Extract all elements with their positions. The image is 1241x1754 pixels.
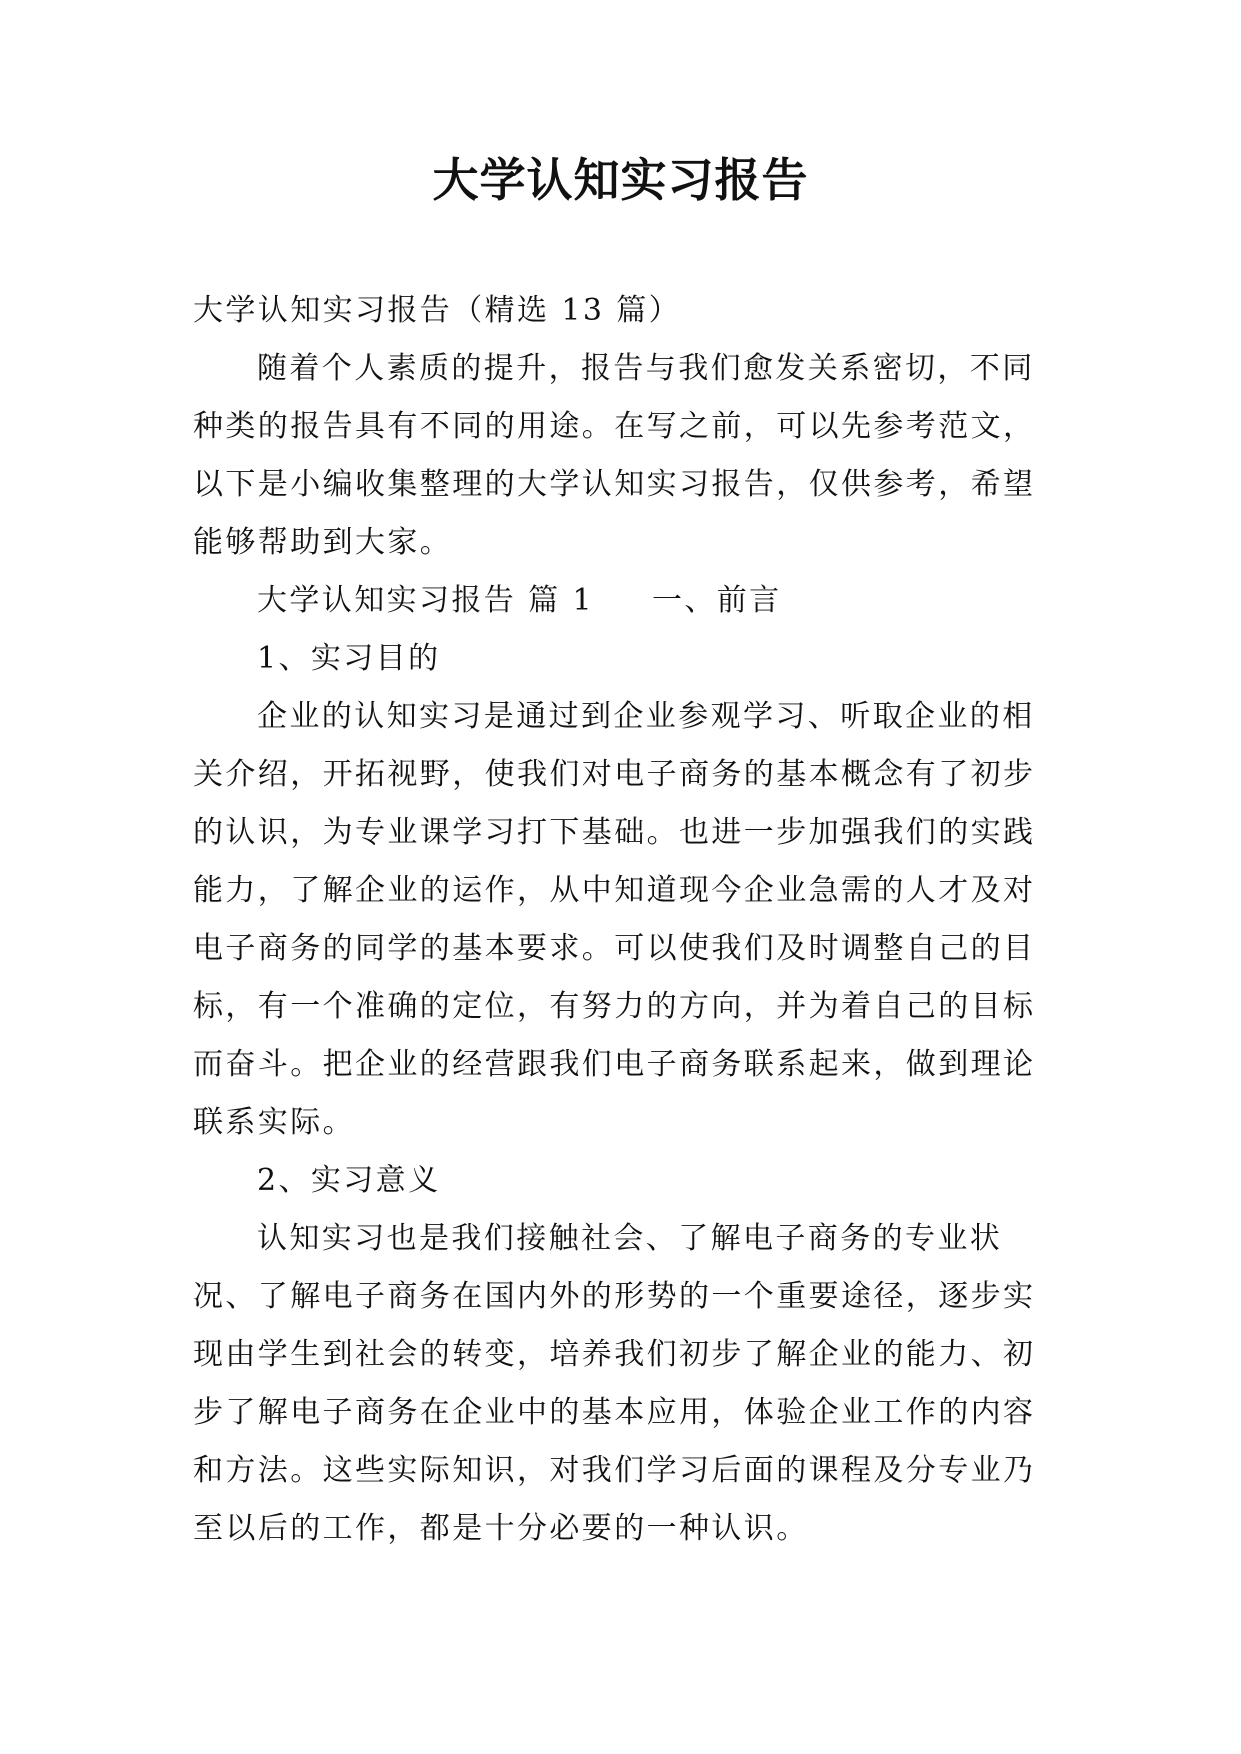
section-heading-line	[193, 572, 1053, 630]
document-subtitle: 大学认知实习报告（精选 13 篇）	[193, 293, 682, 328]
item1-heading: 1、实习目的	[257, 641, 441, 676]
section-preface: 一、前言	[651, 583, 782, 618]
section-heading: 大学认知实习报告 篇 1	[257, 583, 594, 618]
document-title: 大学认知实习报告	[432, 153, 809, 207]
item2-heading: 2、实习意义	[257, 1163, 441, 1198]
intro-paragraph: 随着个人素质的提升，报告与我们愈发关系密切，不同种类的报告具有不同的用途。在写之前，可以先参考范文，以下是小编收集整理的大学认知实习报告，仅供参考，希望能够帮助到大家。	[193, 351, 1036, 560]
item1-paragraph: 企业的认知实习是通过到企业参观学习、听取企业的相关介绍，开拓视野，使我们对电子商务的基本概念有了初步的认识，为专业课学习打下基础。也进一步加强我们的实践能力，了解企业的运作，从中知道现今企业急需的人才及对电子商务的同学的基本要求。可以使我们及时调整自己的目标，有一个准确的定位，有努力的方向，并为着自己的目标而奋斗。把企业的经营跟我们电子商务联系起来，做到理论联系实际。	[193, 699, 1036, 1140]
document-body	[193, 282, 1053, 1558]
item2-paragraph: 认知实习也是我们接触社会、了解电子商务的专业状况、了解电子商务在国内外的形势的一个重要途径，逐步实现由学生到社会的转变，培养我们初步了解企业的能力、初步了解电子商务在企业中的基本应用，体验企业工作的内容和方法。这些实际知识，对我们学习后面的课程及分专业乃至以后的工作，都是十分必要的一种认识。	[193, 1221, 1036, 1546]
